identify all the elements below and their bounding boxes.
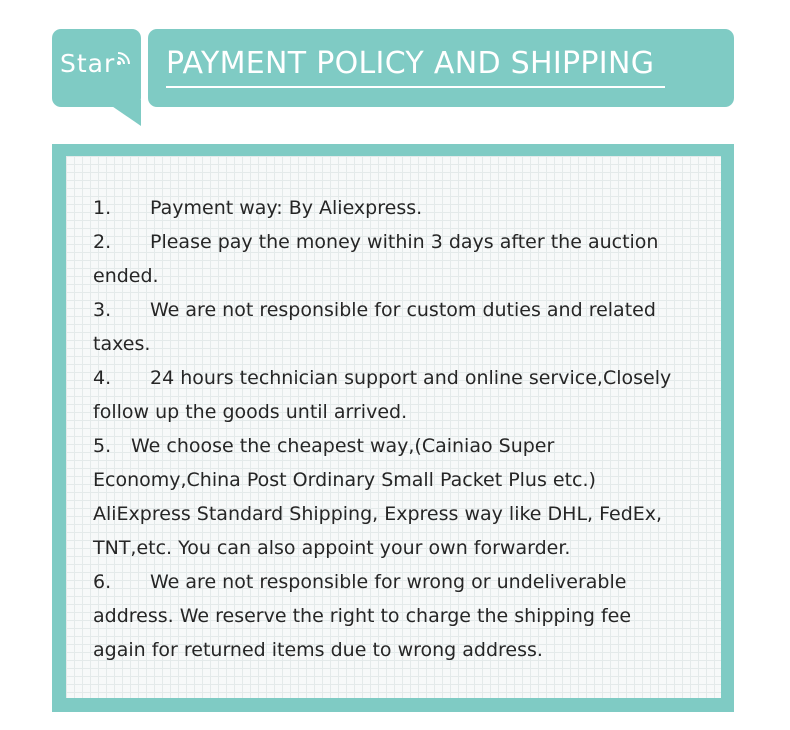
item-number: 4. bbox=[93, 367, 112, 389]
list-item bbox=[93, 191, 733, 225]
item-text: TNT,etc. You can also appoint your own forwarder. bbox=[93, 537, 571, 559]
item-text: We choose the cheapest way,(Cainiao Super bbox=[131, 435, 555, 457]
title-underline bbox=[166, 86, 665, 88]
item-text: We are not responsible for wrong or undeliverable bbox=[150, 571, 627, 593]
item-text: Economy,China Post Ordinary Small Packet Plus etc.) bbox=[93, 469, 596, 491]
list-item-continued bbox=[93, 531, 733, 565]
list-item-continued bbox=[93, 327, 733, 361]
logo-text: Star bbox=[60, 49, 116, 78]
item-text: again for returned items due to wrong address. bbox=[93, 639, 543, 661]
list-item-continued bbox=[93, 633, 733, 667]
item-number: 1. bbox=[93, 197, 112, 219]
list-item bbox=[93, 361, 733, 395]
item-number: 5. bbox=[93, 435, 112, 457]
list-item-continued bbox=[93, 463, 733, 497]
item-text: We are not responsible for custom duties and related bbox=[150, 299, 656, 321]
item-text: address. We reserve the right to charge the shipping fee bbox=[93, 605, 632, 627]
list-item bbox=[93, 429, 733, 463]
page-title: PAYMENT POLICY AND SHIPPING bbox=[166, 46, 655, 81]
item-text: 24 hours technician support and online service,Closely bbox=[150, 367, 672, 389]
item-text: taxes. bbox=[93, 333, 151, 355]
item-text: follow up the goods until arrived. bbox=[93, 401, 408, 423]
list-item-continued bbox=[93, 259, 733, 293]
item-number: 2. bbox=[93, 231, 112, 253]
list-item-continued bbox=[93, 395, 733, 429]
signal-icon bbox=[116, 50, 132, 66]
list-item bbox=[93, 293, 733, 327]
list-item bbox=[93, 225, 733, 259]
item-text: AliExpress Standard Shipping, Express way like DHL, FedEx, bbox=[93, 503, 663, 525]
item-text: Please pay the money within 3 days after the auction bbox=[150, 231, 659, 253]
policy-list bbox=[93, 191, 733, 667]
item-number: 6. bbox=[93, 571, 112, 593]
item-text: Payment way: By Aliexpress. bbox=[150, 197, 423, 219]
list-item-continued bbox=[93, 599, 733, 633]
list-item bbox=[93, 565, 733, 599]
list-item-continued bbox=[93, 497, 733, 531]
item-text: ended. bbox=[93, 265, 159, 287]
logo-badge-tail bbox=[103, 100, 141, 126]
item-number: 3. bbox=[93, 299, 112, 321]
